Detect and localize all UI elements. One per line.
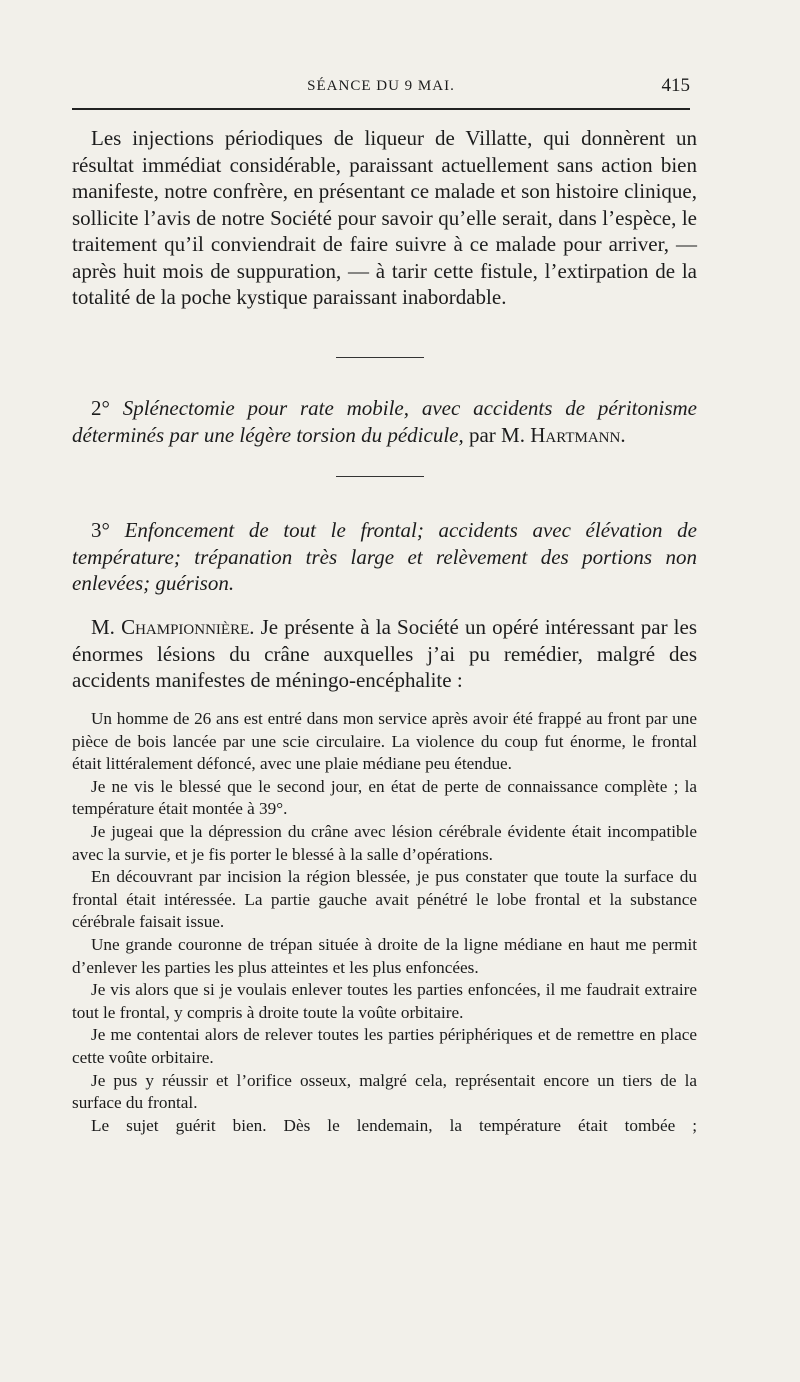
speaker-prefix: M. bbox=[91, 615, 115, 639]
section-separator bbox=[336, 476, 424, 477]
item-2-heading bbox=[72, 395, 697, 448]
case-paragraph: Je jugeai que la dépression du crâne avec lésion cérébrale évidente était incompatible avec la survie, et je fis porter le blessé à la salle d’opérations. bbox=[72, 821, 697, 864]
item-by: par M. bbox=[468, 422, 525, 447]
speaker-text: Je présente à la Société un opéré intéressant par les énormes lésions du crâne auxquelles j’ai pu remédier, malgré des accidents manifestes de méningo-encéphalite : bbox=[72, 615, 698, 692]
section-separator bbox=[336, 357, 424, 358]
item-3-heading bbox=[72, 517, 697, 597]
page-header bbox=[72, 72, 690, 100]
speaker-name: Championnière. bbox=[121, 615, 255, 639]
opening-paragraph: Les injections périodiques de liqueur de Villatte, qui donnèrent un résultat immédiat considérable, paraissant actuellement sans action bien manifeste, notre confrère, en présentant ce malade et son histoire clinique, sollicite l’avis de notre Société pour savoir qu’elle serait, dans l’espèce, le traitement qu’il conviendrait de faire suivre à ce malade pour arriver, — après huit mois de suppuration, — à tarir cette fistule, l’extirpation de la totalité de la poche kystique paraissant inabordable. bbox=[72, 126, 697, 309]
running-title: SÉANCE DU 9 MAI. bbox=[307, 78, 455, 94]
case-paragraph: Je me contentai alors de relever toutes les parties périphériques et de remettre en place cette voûte orbitaire. bbox=[72, 1025, 697, 1067]
item-title: Splénectomie pour rate mobile, avec accidents de péritonisme déterminés par une légère torsion du pédicule, bbox=[72, 396, 697, 447]
item-number: 3° bbox=[91, 518, 110, 542]
header-rule bbox=[72, 108, 690, 110]
case-paragraph: Un homme de 26 ans est entré dans mon service après avoir été frappé au front par une pièce de bois lancée par une scie circulaire. La violence du coup fut énorme, le frontal était littéralement défoncé, avec une plaie médiane peu étendue. bbox=[72, 709, 697, 774]
case-report bbox=[72, 708, 697, 1137]
page-number: 415 bbox=[661, 75, 690, 96]
case-paragraph: Je vis alors que si je voulais enlever toutes les parties enfoncées, il me faudrait extraire tout le frontal, y compris à droite toute la voûte orbitaire. bbox=[72, 980, 697, 1022]
case-paragraph: Je pus y réussir et l’orifice osseux, malgré cela, représentait encore un tiers de la surface du frontal. bbox=[72, 1070, 697, 1113]
case-paragraph: Le sujet guérit bien. Dès le lendemain, la température était tombée ; bbox=[91, 1115, 697, 1135]
item-title: Enfoncement de tout le frontal; accidents avec élévation de température; trépanation très large et relèvement des portions non enlevées; guérison. bbox=[72, 518, 697, 595]
item-author: Hartmann. bbox=[530, 422, 626, 447]
item-number: 2° bbox=[91, 396, 110, 420]
case-paragraph: En découvrant par incision la région blessée, je pus constater que toute la surface du frontal était intéressée. La partie gauche avait pénétré le lobe frontal et la substance cérébrale faisait issue. bbox=[72, 867, 697, 932]
case-paragraph: Je ne vis le blessé que le second jour, en état de perte de connaissance complète ; la température était montée à 39°. bbox=[72, 776, 697, 819]
speaker-paragraph bbox=[72, 614, 697, 694]
case-paragraph: Une grande couronne de trépan située à droite de la ligne médiane en haut me permit d’enlever les parties les plus atteintes et les plus enfoncées. bbox=[72, 934, 697, 977]
